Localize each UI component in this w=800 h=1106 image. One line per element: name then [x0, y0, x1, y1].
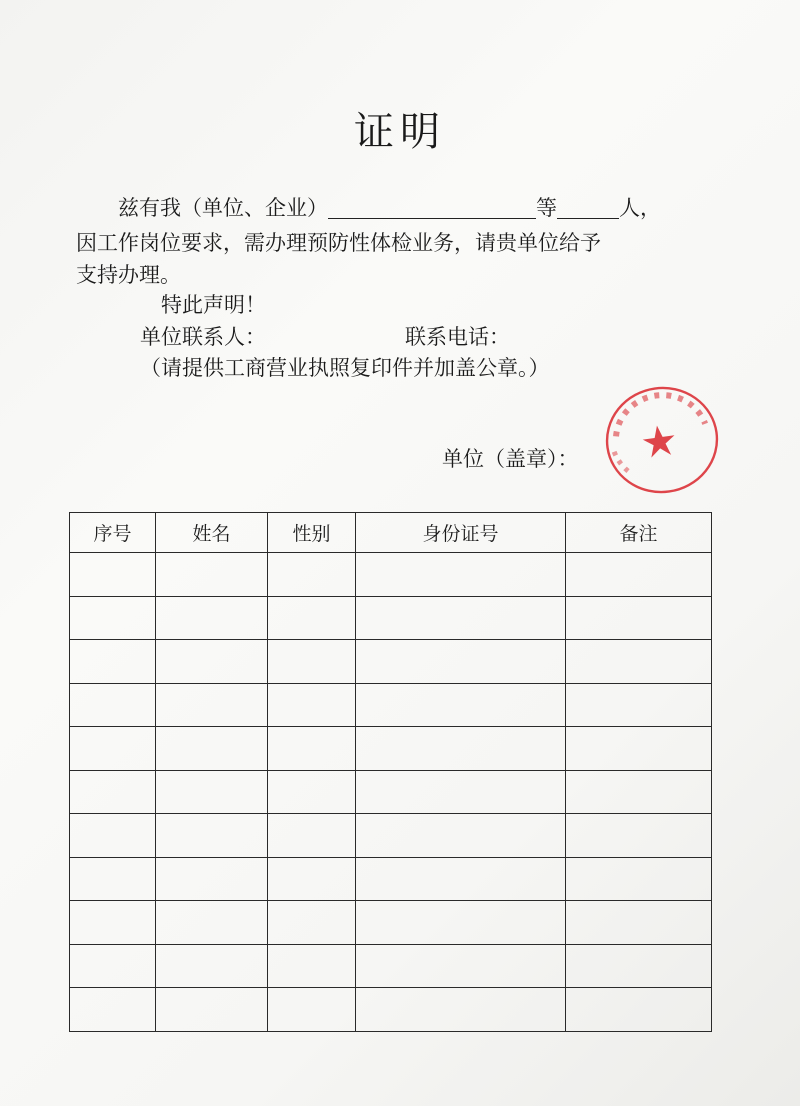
cell-id-number[interactable]: [356, 770, 566, 814]
cell-remarks[interactable]: [566, 727, 712, 771]
contact-person-label: 单位联系人：: [140, 325, 266, 349]
header-id-number: 身份证号: [356, 513, 566, 553]
paragraph-line-2: 因工作岗位要求，需办理预防性体检业务，请贵单位给予: [76, 231, 601, 255]
table-row: [70, 814, 712, 858]
cell-serial[interactable]: [70, 727, 156, 771]
cell-remarks[interactable]: [566, 683, 712, 727]
table-row: [70, 770, 712, 814]
cell-serial[interactable]: [70, 944, 156, 988]
count-suffix-text: 人，: [619, 196, 661, 220]
cell-serial[interactable]: [70, 814, 156, 858]
header-remarks: 备注: [566, 513, 712, 553]
cell-remarks[interactable]: [566, 640, 712, 684]
table-row: [70, 640, 712, 684]
table-row: [70, 944, 712, 988]
table-row: [70, 857, 712, 901]
cell-gender[interactable]: [268, 857, 356, 901]
cell-id-number[interactable]: [356, 814, 566, 858]
cell-serial[interactable]: [70, 770, 156, 814]
cell-serial[interactable]: [70, 640, 156, 684]
cell-id-number[interactable]: [356, 553, 566, 597]
cell-name[interactable]: [156, 596, 268, 640]
cell-id-number[interactable]: [356, 988, 566, 1032]
cell-gender[interactable]: [268, 640, 356, 684]
cell-name[interactable]: [156, 857, 268, 901]
cell-name[interactable]: [156, 640, 268, 684]
count-prefix-text: 等: [536, 196, 557, 220]
cell-remarks[interactable]: [566, 988, 712, 1032]
paragraph-line-1: [118, 192, 661, 222]
cell-serial[interactable]: [70, 988, 156, 1032]
cell-serial[interactable]: [70, 553, 156, 597]
cell-serial[interactable]: [70, 596, 156, 640]
license-note: （请提供工商营业执照复印件并加盖公章。）: [140, 356, 550, 380]
cell-gender[interactable]: [268, 901, 356, 945]
cell-name[interactable]: [156, 727, 268, 771]
cell-gender[interactable]: [268, 683, 356, 727]
cell-gender[interactable]: [268, 596, 356, 640]
cell-serial[interactable]: [70, 857, 156, 901]
cell-gender[interactable]: [268, 770, 356, 814]
cell-gender[interactable]: [268, 814, 356, 858]
cell-id-number[interactable]: [356, 596, 566, 640]
table-row: [70, 683, 712, 727]
cell-remarks[interactable]: [566, 944, 712, 988]
table-row: [70, 596, 712, 640]
table-row: [70, 901, 712, 945]
header-name: 姓名: [156, 513, 268, 553]
cell-serial[interactable]: [70, 901, 156, 945]
table-row: [70, 553, 712, 597]
table-body: [70, 553, 712, 1032]
cell-name[interactable]: [156, 901, 268, 945]
header-serial-number: 序号: [70, 513, 156, 553]
person-count-blank[interactable]: [557, 196, 619, 219]
cell-id-number[interactable]: [356, 640, 566, 684]
table-row: [70, 988, 712, 1032]
cell-name[interactable]: [156, 770, 268, 814]
table-header-row: [70, 513, 712, 553]
contact-phone-label: 联系电话：: [405, 325, 510, 349]
cell-name[interactable]: [156, 988, 268, 1032]
cell-id-number[interactable]: [356, 857, 566, 901]
cell-gender[interactable]: [268, 944, 356, 988]
paragraph-line-3: 支持办理。: [76, 263, 181, 287]
cell-remarks[interactable]: [566, 553, 712, 597]
cell-name[interactable]: [156, 683, 268, 727]
roster-table: [69, 512, 712, 1032]
cell-name[interactable]: [156, 944, 268, 988]
cell-id-number[interactable]: [356, 944, 566, 988]
document-title: 证明: [354, 109, 446, 155]
official-seal-icon: [597, 385, 727, 495]
header-gender: 性别: [268, 513, 356, 553]
cell-gender[interactable]: [268, 727, 356, 771]
declaration-text: 特此声明！: [161, 293, 266, 317]
cell-gender[interactable]: [268, 988, 356, 1032]
cell-id-number[interactable]: [356, 901, 566, 945]
table-row: [70, 727, 712, 771]
cell-id-number[interactable]: [356, 727, 566, 771]
cell-remarks[interactable]: [566, 770, 712, 814]
seal-label: 单位（盖章）：: [442, 447, 579, 471]
cell-id-number[interactable]: [356, 683, 566, 727]
cell-name[interactable]: [156, 553, 268, 597]
cell-remarks[interactable]: [566, 901, 712, 945]
cell-name[interactable]: [156, 814, 268, 858]
unit-name-blank[interactable]: [328, 196, 536, 219]
cell-gender[interactable]: [268, 553, 356, 597]
cell-remarks[interactable]: [566, 857, 712, 901]
cell-serial[interactable]: [70, 683, 156, 727]
unit-prefix-text: 兹有我（单位、企业）: [118, 196, 328, 220]
cell-remarks[interactable]: [566, 814, 712, 858]
cell-remarks[interactable]: [566, 596, 712, 640]
